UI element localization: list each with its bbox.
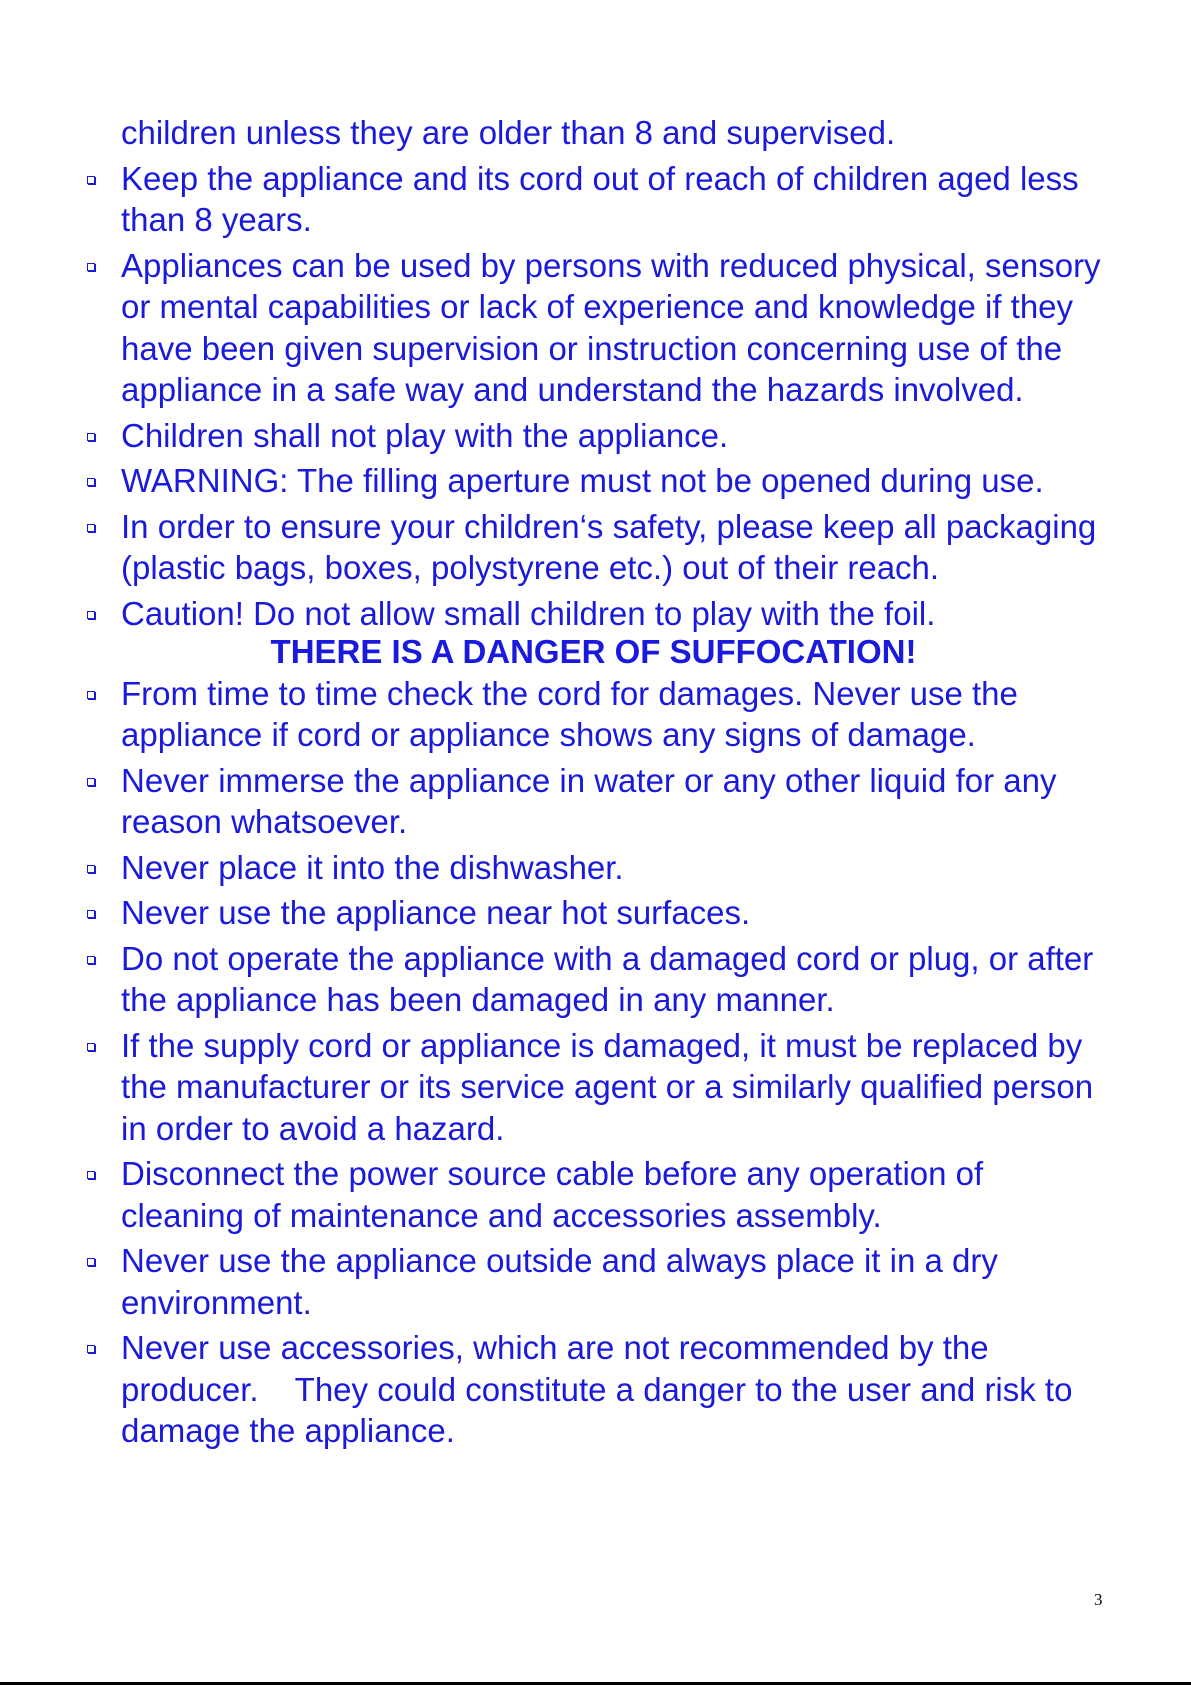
list-item-text: In order to ensure your children‘s safety, please keep all packaging (plastic bags, boxes, polystyrene etc.) out of their reach. [121, 507, 1106, 586]
list-item [0, 673, 1111, 756]
square-bullet-icon [87, 1258, 95, 1266]
list-item [0, 593, 1111, 635]
list-item [0, 760, 1111, 843]
square-bullet-icon [87, 433, 95, 441]
safety-instructions [0, 112, 1191, 1456]
continued-text: children unless they are older than 8 and supervised. [121, 114, 896, 151]
list-item-text: WARNING: The filling aperture must not be opened during use. [121, 462, 1044, 499]
list-item-text: Caution! Do not allow small children to play with the foil. [121, 594, 936, 632]
list-item [0, 1327, 1111, 1452]
square-bullet-icon [87, 478, 95, 486]
list-item-text: From time to time check the cord for damages. Never use the appliance if cord or appliance shows any signs of damage. [121, 674, 1028, 753]
list-item [0, 158, 1111, 241]
danger-notice: THERE IS A DANGER OF SUFFOCATION! [270, 633, 917, 670]
list-item-text: Children shall not play with the appliance. [121, 416, 729, 454]
list-item [0, 1240, 1111, 1323]
list-item-text: Never use the appliance outside and always place it in a dry environment. [121, 1242, 1008, 1321]
square-bullet-icon [87, 524, 95, 532]
square-bullet-icon [87, 865, 95, 873]
list-item [0, 245, 1111, 411]
list-item-text: Never place it into the dishwasher. [121, 848, 624, 886]
list-item [0, 1025, 1111, 1150]
list-item-text: Never use accessories, which are not recommended by the producer. They could constitute a danger to the user and risk to damage the appliance. [121, 1329, 1082, 1449]
list-item [0, 938, 1111, 1021]
list-item-text: If the supply cord or appliance is damaged, it must be replaced by the manufacturer or its service agent or a similarly qualified person in order to avoid a hazard. [121, 1026, 1103, 1147]
square-bullet-icon [87, 176, 95, 184]
square-bullet-icon [87, 1345, 95, 1353]
square-bullet-icon [87, 611, 95, 619]
square-bullet-icon [87, 1171, 95, 1179]
list-item [0, 847, 1111, 889]
list-item-text: Never use the appliance near hot surfaces. [121, 894, 751, 931]
page-number: 3 [1094, 1590, 1103, 1609]
list-item [0, 892, 1111, 934]
list-item-text: Disconnect the power source cable before any operation of cleaning of maintenance and accessories assembly. [121, 1155, 993, 1234]
list-item-text: Never immerse the appliance in water or any other liquid for any reason whatsoever. [121, 761, 1066, 840]
square-bullet-icon [87, 1043, 95, 1051]
list-item-text: Do not operate the appliance with a damaged cord or plug, or after the appliance has been damaged in any manner. [121, 939, 1103, 1018]
list-item [0, 460, 1111, 502]
square-bullet-icon [87, 910, 95, 918]
square-bullet-icon [87, 263, 95, 271]
list-item [0, 1153, 1111, 1236]
list-item-text: Appliances can be used by persons with reduced physical, sensory or mental capabilities or lack of experience and knowledge if they have been given supervision or instruction concerning use of the appliance in a safe way and understand the hazards involved. [121, 246, 1110, 408]
list-item [0, 415, 1111, 457]
list-item-text: Keep the appliance and its cord out of reach of children aged less than 8 years. [121, 159, 1088, 238]
list-item [0, 506, 1111, 589]
square-bullet-icon [87, 778, 95, 786]
square-bullet-icon [87, 691, 95, 699]
square-bullet-icon [87, 956, 95, 964]
